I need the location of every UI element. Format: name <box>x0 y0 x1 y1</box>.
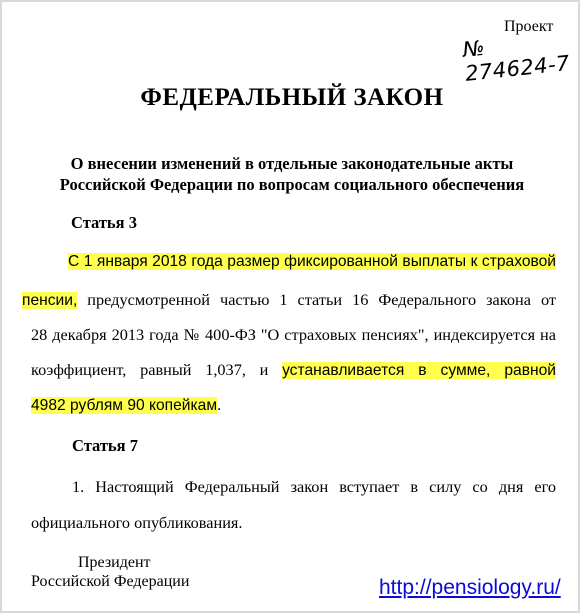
article-7-line-1: 1. Настоящий Федеральный закон вступает в силу со дня его <box>72 477 556 496</box>
article-3-line-5-end: . <box>217 395 222 414</box>
signature-title: Президент <box>78 554 151 571</box>
law-subtitle <box>2 153 580 195</box>
article-7-line-2: официального опубликования. <box>31 513 243 532</box>
article-3-line-4-text: коэффициент, равный 1,037, и <box>31 360 269 379</box>
article-3-line-3: 28 декабря 2013 года № 400-ФЗ "О страховых пенсиях", индексируется на <box>31 325 556 344</box>
highlight-fixed-payment: С 1 января 2018 года размер фиксированной выплаты к страховой <box>68 253 556 270</box>
highlight-amount: 4982 рублям 90 копейкам <box>31 397 218 414</box>
article-3-heading: Статья 3 <box>71 213 137 232</box>
pensiology-link[interactable]: http://pensiology.ru/ <box>379 576 561 599</box>
subtitle-line-1: О внесении изменений в отдельные законодательные акты <box>70 154 514 173</box>
highlight-pension: пенсии, <box>22 292 78 309</box>
signature-country: Российской Федерации <box>31 573 190 590</box>
article-3-line-2-text: предусмотренной частью 1 статьи 16 Федерального закона от <box>87 290 556 309</box>
article-3-line-5 <box>31 394 221 417</box>
article-3-line-2 <box>22 289 556 312</box>
highlight-set-amount: устанавливается в сумме, равной <box>282 362 556 379</box>
subtitle-line-2: Российской Федерации по вопросам социального обеспечения <box>59 175 525 194</box>
project-label: Проект <box>504 18 554 35</box>
article-3-line-1 <box>68 250 556 273</box>
article-7-heading: Статья 7 <box>72 436 138 455</box>
law-title: ФЕДЕРАЛЬНЫЙ ЗАКОН <box>140 84 444 111</box>
handwritten-bill-number: № 274624-7 <box>461 35 572 86</box>
article-3-line-4 <box>31 359 556 382</box>
